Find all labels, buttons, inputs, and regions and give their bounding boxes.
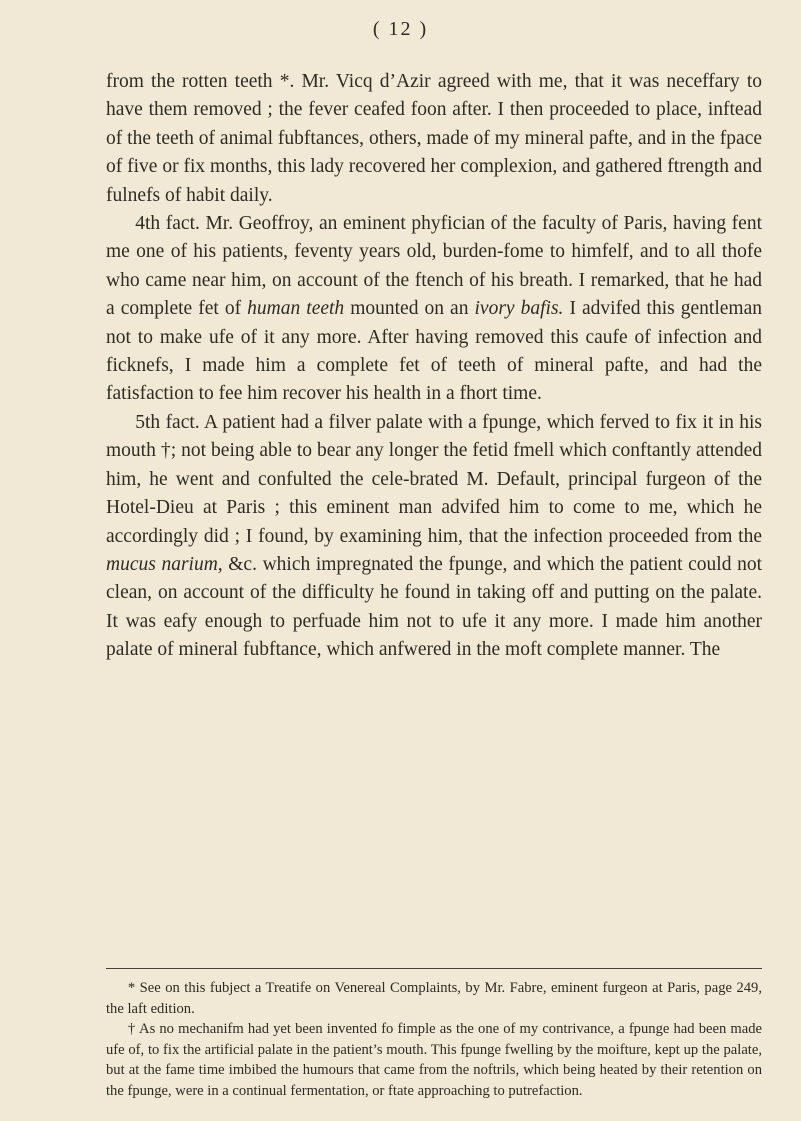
paragraph-2-text-c: I advifed this gentleman not to make ufe of it any more. After having removed this caufe of infection and ficknefs, I made him a complete fet of teeth of mineral pafte, and had the fatisfaction to fee him recover his health in a fhort time. [106,298,762,405]
footnotes [106,978,762,1101]
main-text [106,68,762,665]
paragraph-2 [106,210,762,409]
paragraph-1: from the rotten teeth *. Mr. Vicq d’Azir agreed with me, that it was neceffary to have them removed ; the fever ceafed foon after. I then proceeded to place, inftead of the teeth of animal fubftances, others, made of my mineral pafte, and in the fpace of five or fix months, this lady recovered her complexion, and gathered ftrength and fulnefs of habit daily. [106,71,762,206]
paragraph-2-text-b: mounted on an [344,298,475,320]
paragraph-2-italic-b: ivory bafis. [474,298,564,320]
paragraph-3-text-a: 5th fact. A patient had a filver palate with a fpunge, which ferved to fix it in his mouth †; not being able to bear any longer the fetid fmell which conftantly attended him, he went and confulted the cele-brated M. Default, principal furgeon of the Hotel-Dieu at Paris ; this eminent man advifed him to come to me, which he accordingly did ; I found, by examining him, that the infection proceeded from the [106,411,762,547]
footnote-2: † As no mechanifm had yet been invented fo fimple as the one of my contrivance, a fpunge had been made ufe of, to fix the artificial palate in the patient’s mouth. This fpunge fwelling by the moifture, kept up the palate, but at the fame time imbibed the humours that came from the noftrils, which being heated by their retention on the fpunge, were in a continual fermentation, or ftate approaching to putrefaction. [106,1021,762,1099]
footnote-divider [106,968,762,969]
paragraph-3-italic: mucus narium, [106,553,223,575]
paragraph-3 [106,409,762,665]
paragraph-3-text-b: &c. which impregnated the fpunge, and which the patient could not clean, on account of the difficulty he found in taking off and putting on the palate. It was eafy enough to perfuade him not to ufe it any more. I made him another palate of mineral fubftance, which anfwered in the moft complete manner. The [106,553,762,661]
paragraph-2-italic-a: human teeth [247,298,345,320]
paragraph-2-text-a: 4th fact. Mr. Geoffroy, an eminent phyfician of the faculty of Paris, having fent me one of his patients, feventy years old, burden-fome to himfelf, and to all thofe who came near him, on account of the ftench of his breath. I remarked, that he had a complete fet of [106,213,762,320]
page-number: ( 12 ) [372,18,429,40]
footnote-1: * See on this fubject a Treatife on Venereal Complaints, by Mr. Fabre, eminent furgeon at Paris, page 249, the laft edition. [106,980,762,1017]
